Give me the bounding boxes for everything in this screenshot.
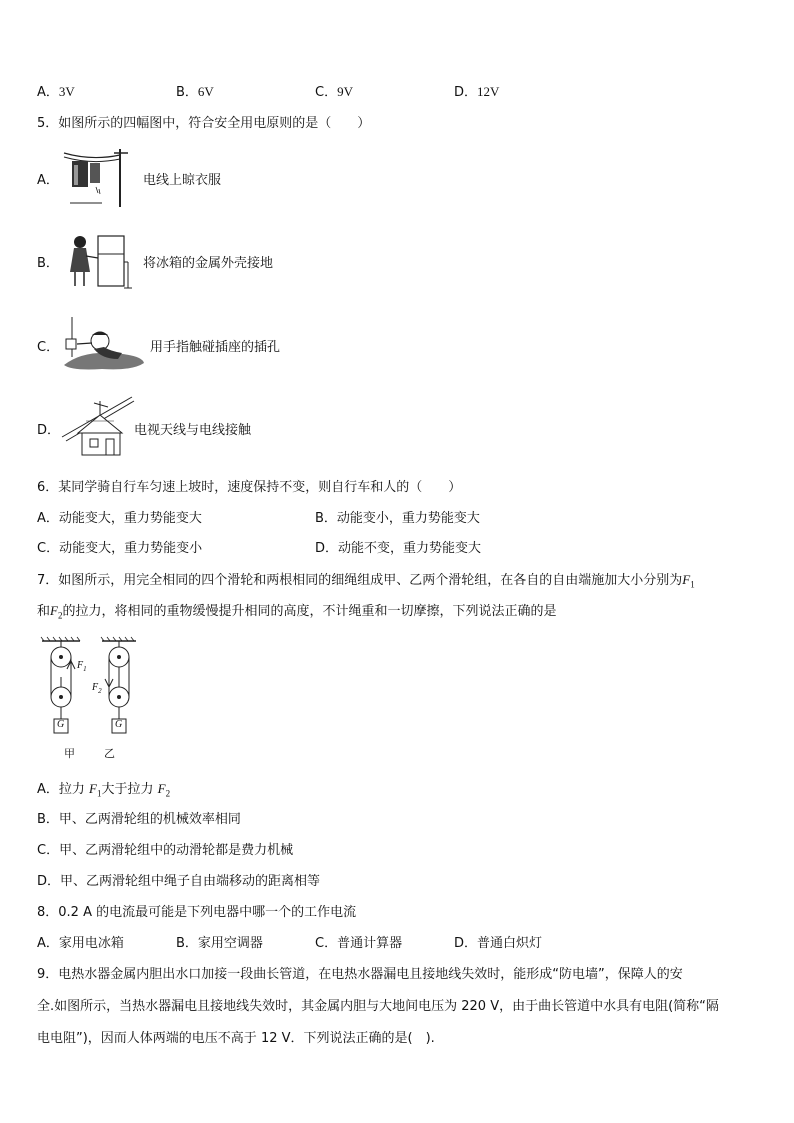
q5-option-d-caption: 电视天线与电线接触: [134, 423, 252, 438]
option-text: 家用电冰箱: [58, 936, 124, 951]
force-f2-symbol: F: [157, 781, 166, 796]
option-text: 拉力: [58, 782, 90, 797]
option-letter: C．: [37, 843, 60, 858]
pulley-systems-figure: [36, 633, 146, 767]
q7-option-c: [37, 842, 293, 860]
option-text: 3V: [58, 84, 75, 99]
force-f1-subscript: 1: [690, 579, 695, 590]
grounded-fridge-illustration: [62, 232, 137, 294]
option-text: 9V: [337, 84, 353, 99]
q8-stem: 8．0.2 A 的电流最可能是下列电器中哪一个的工作电流: [37, 905, 357, 920]
option-letter: C．: [315, 936, 338, 951]
option-letter: A．: [37, 85, 59, 100]
option-text: 甲、乙两滑轮组中的动滑轮都是费力机械: [59, 843, 294, 858]
q5-option-a-caption: 电线上晾衣服: [143, 173, 222, 188]
q6-option-c: [37, 540, 202, 558]
option-letter: B．: [37, 812, 59, 827]
option-letter: D．: [315, 541, 339, 556]
option-letter: B．: [176, 936, 198, 951]
option-letter: C．: [315, 85, 338, 100]
force-f1-symbol: F: [89, 781, 97, 796]
option-letter: D．: [454, 936, 478, 951]
option-text: 甲、乙两滑轮组中绳子自由端移动的距离相等: [60, 874, 321, 889]
option-letter: C．: [37, 541, 60, 556]
q6-option-b: [315, 510, 480, 528]
force-f1-subscript: 1: [97, 788, 102, 799]
option-text: 动能变小，重力势能变大: [336, 511, 480, 526]
q9-text-line2: 全.如图所示，当热水器漏电且接地线失效时，其金属内胆与大地间电压为 220 V，由于曲长管道中水具有电阻(简称“隔: [37, 999, 719, 1014]
q5-option-c-letter: C．: [37, 340, 60, 355]
option-letter: A．: [37, 511, 59, 526]
option-letter: D．: [37, 874, 61, 889]
right-system-label: 乙: [104, 747, 115, 760]
f1-label: $F_1$: [77, 660, 87, 673]
q6-option-d: [315, 540, 481, 558]
q4-option-a: [37, 83, 75, 102]
left-system-label: 甲: [64, 747, 75, 760]
q7-stem-text: 和: [37, 604, 51, 619]
weight-label-left: G: [57, 719, 65, 730]
option-text: 动能变大，重力势能变小: [59, 541, 203, 556]
option-text: 普通白炽灯: [477, 936, 543, 951]
q9-text-line1: 9．电热水器金属内胆出水口加接一段曲长管道，在电热水器漏电且接地线失效时，能形成“防电墙”，保障人的安: [37, 967, 683, 982]
q6-stem: 6．某同学骑自行车匀速上坡时，速度保持不变，则自行车和人的（ ）: [37, 480, 462, 495]
option-text: 普通计算器: [337, 936, 403, 951]
option-letter: B．: [315, 511, 337, 526]
option-text: 大于拉力: [101, 782, 158, 797]
q8-option-c: [315, 935, 402, 953]
q5-stem: 5．如图所示的四幅图中，符合安全用电原则的是（ ）: [37, 116, 371, 131]
force-f1-symbol: F: [682, 572, 691, 587]
option-text: 动能变大，重力势能变大: [58, 511, 202, 526]
option-letter: D．: [454, 85, 478, 100]
force-f2-subscript: 2: [57, 610, 63, 621]
q7-stem-line1: [37, 571, 695, 594]
q4-option-c: [315, 83, 353, 102]
finger-in-socket-illustration: [62, 315, 147, 373]
option-letter: B．: [176, 85, 198, 100]
q8-option-a: [37, 935, 124, 953]
q5-option-b-letter: B．: [37, 256, 59, 271]
q9-text-line3: 电电阻”)，因而人体两端的电压不高于 12 V．下列说法正确的是( ).: [37, 1031, 435, 1046]
option-letter: A．: [37, 936, 59, 951]
q8-option-d: [454, 935, 542, 953]
q5-option-a-letter: A．: [37, 173, 59, 188]
q7-option-a: [37, 780, 170, 803]
q7-stem-text: 7．如图所示，用完全相同的四个滑轮和两根相同的细绳组成甲、乙两个滑轮组，在各自的自由端施加大小分别为: [37, 573, 683, 588]
q6-option-a: [37, 510, 202, 528]
q8-option-b: [176, 935, 263, 953]
option-text: 6V: [197, 84, 214, 99]
q5-option-d-letter: D．: [37, 423, 61, 438]
option-text: 12V: [477, 84, 500, 99]
antenna-touching-wire-illustration: [60, 393, 135, 459]
force-f2-symbol: F: [50, 603, 58, 618]
q4-option-d: [454, 83, 499, 102]
force-f2-subscript: 2: [165, 788, 171, 799]
q7-stem-line2: [37, 602, 556, 625]
q7-option-b: [37, 811, 241, 829]
q5-option-c-caption: 用手指触碰插座的插孔: [150, 340, 281, 355]
q4-option-b: [176, 83, 214, 102]
option-text: 动能不变，重力势能变大: [338, 541, 482, 556]
weight-label-right: G: [115, 719, 123, 730]
option-text: 家用空调器: [197, 936, 263, 951]
q7-option-d: [37, 873, 320, 891]
q7-stem-text: 的拉力，将相同的重物缓慢提升相同的高度，不计绳重和一切摩擦，下列说法正确的是: [62, 604, 557, 619]
q5-option-b-caption: 将冰箱的金属外壳接地: [143, 256, 274, 271]
option-text: 甲、乙两滑轮组的机械效率相同: [58, 812, 241, 827]
option-letter: A．: [37, 782, 59, 797]
f2-label: $F_2$: [92, 682, 102, 695]
clothes-on-power-line-illustration: [62, 147, 137, 209]
